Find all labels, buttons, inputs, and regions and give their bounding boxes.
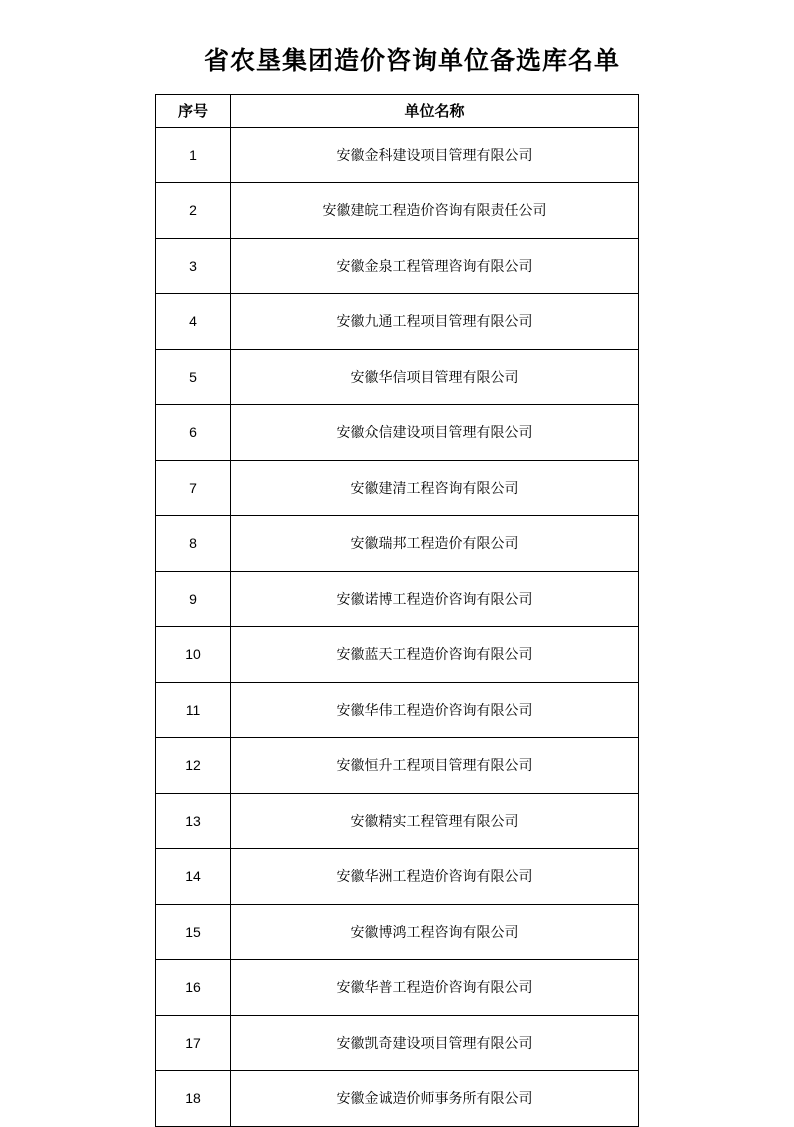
table-row: [156, 1015, 639, 1071]
row-index: 18: [156, 1071, 231, 1127]
table-container: [0, 94, 794, 1127]
table-row: [156, 849, 639, 905]
row-unit-name: 安徽金诚造价师事务所有限公司: [231, 1071, 639, 1127]
row-unit-name: 安徽建皖工程造价咨询有限责任公司: [231, 183, 639, 239]
candidate-units-table: [155, 94, 639, 1127]
row-unit-name: 安徽众信建设项目管理有限公司: [231, 405, 639, 461]
row-index: 4: [156, 294, 231, 350]
row-index: 14: [156, 849, 231, 905]
row-unit-name: 安徽华洲工程造价咨询有限公司: [231, 849, 639, 905]
row-unit-name: 安徽瑞邦工程造价有限公司: [231, 516, 639, 572]
row-unit-name: 安徽华伟工程造价咨询有限公司: [231, 682, 639, 738]
row-unit-name: 安徽金泉工程管理咨询有限公司: [231, 238, 639, 294]
table-row: [156, 349, 639, 405]
row-index: 6: [156, 405, 231, 461]
table-row: [156, 738, 639, 794]
table-row: [156, 238, 639, 294]
row-unit-name: 安徽蓝天工程造价咨询有限公司: [231, 627, 639, 683]
table-row: [156, 183, 639, 239]
row-index: 12: [156, 738, 231, 794]
row-unit-name: 安徽华普工程造价咨询有限公司: [231, 960, 639, 1016]
table-row: [156, 405, 639, 461]
table-header: [156, 94, 639, 127]
table-row: [156, 516, 639, 572]
table-row: [156, 1071, 639, 1127]
row-index: 16: [156, 960, 231, 1016]
row-unit-name: 安徽凯奇建设项目管理有限公司: [231, 1015, 639, 1071]
row-unit-name: 安徽九通工程项目管理有限公司: [231, 294, 639, 350]
row-index: 3: [156, 238, 231, 294]
row-unit-name: 安徽建清工程咨询有限公司: [231, 460, 639, 516]
row-index: 13: [156, 793, 231, 849]
page-title: 省农垦集团造价咨询单位备选库名单: [203, 47, 620, 75]
table-row: [156, 460, 639, 516]
table-row: [156, 127, 639, 183]
row-unit-name: 安徽金科建设项目管理有限公司: [231, 127, 639, 183]
table-row: [156, 904, 639, 960]
row-index: 1: [156, 127, 231, 183]
row-index: 9: [156, 571, 231, 627]
row-index: 5: [156, 349, 231, 405]
row-unit-name: 安徽博鸿工程咨询有限公司: [231, 904, 639, 960]
column-header-index: 序号: [156, 94, 231, 127]
row-index: 7: [156, 460, 231, 516]
row-index: 17: [156, 1015, 231, 1071]
row-unit-name: 安徽华信项目管理有限公司: [231, 349, 639, 405]
row-index: 15: [156, 904, 231, 960]
table-row: [156, 682, 639, 738]
column-header-unit-name: 单位名称: [231, 94, 639, 127]
row-unit-name: 安徽精实工程管理有限公司: [231, 793, 639, 849]
table-row: [156, 294, 639, 350]
table-row: [156, 627, 639, 683]
row-index: 8: [156, 516, 231, 572]
table-row: [156, 960, 639, 1016]
row-unit-name: 安徽诺博工程造价咨询有限公司: [231, 571, 639, 627]
table-row: [156, 793, 639, 849]
row-unit-name: 安徽恒升工程项目管理有限公司: [231, 738, 639, 794]
table-header-row: [156, 94, 639, 127]
row-index: 10: [156, 627, 231, 683]
table-row: [156, 571, 639, 627]
row-index: 2: [156, 183, 231, 239]
table-body: [156, 127, 639, 1126]
row-index: 11: [156, 682, 231, 738]
